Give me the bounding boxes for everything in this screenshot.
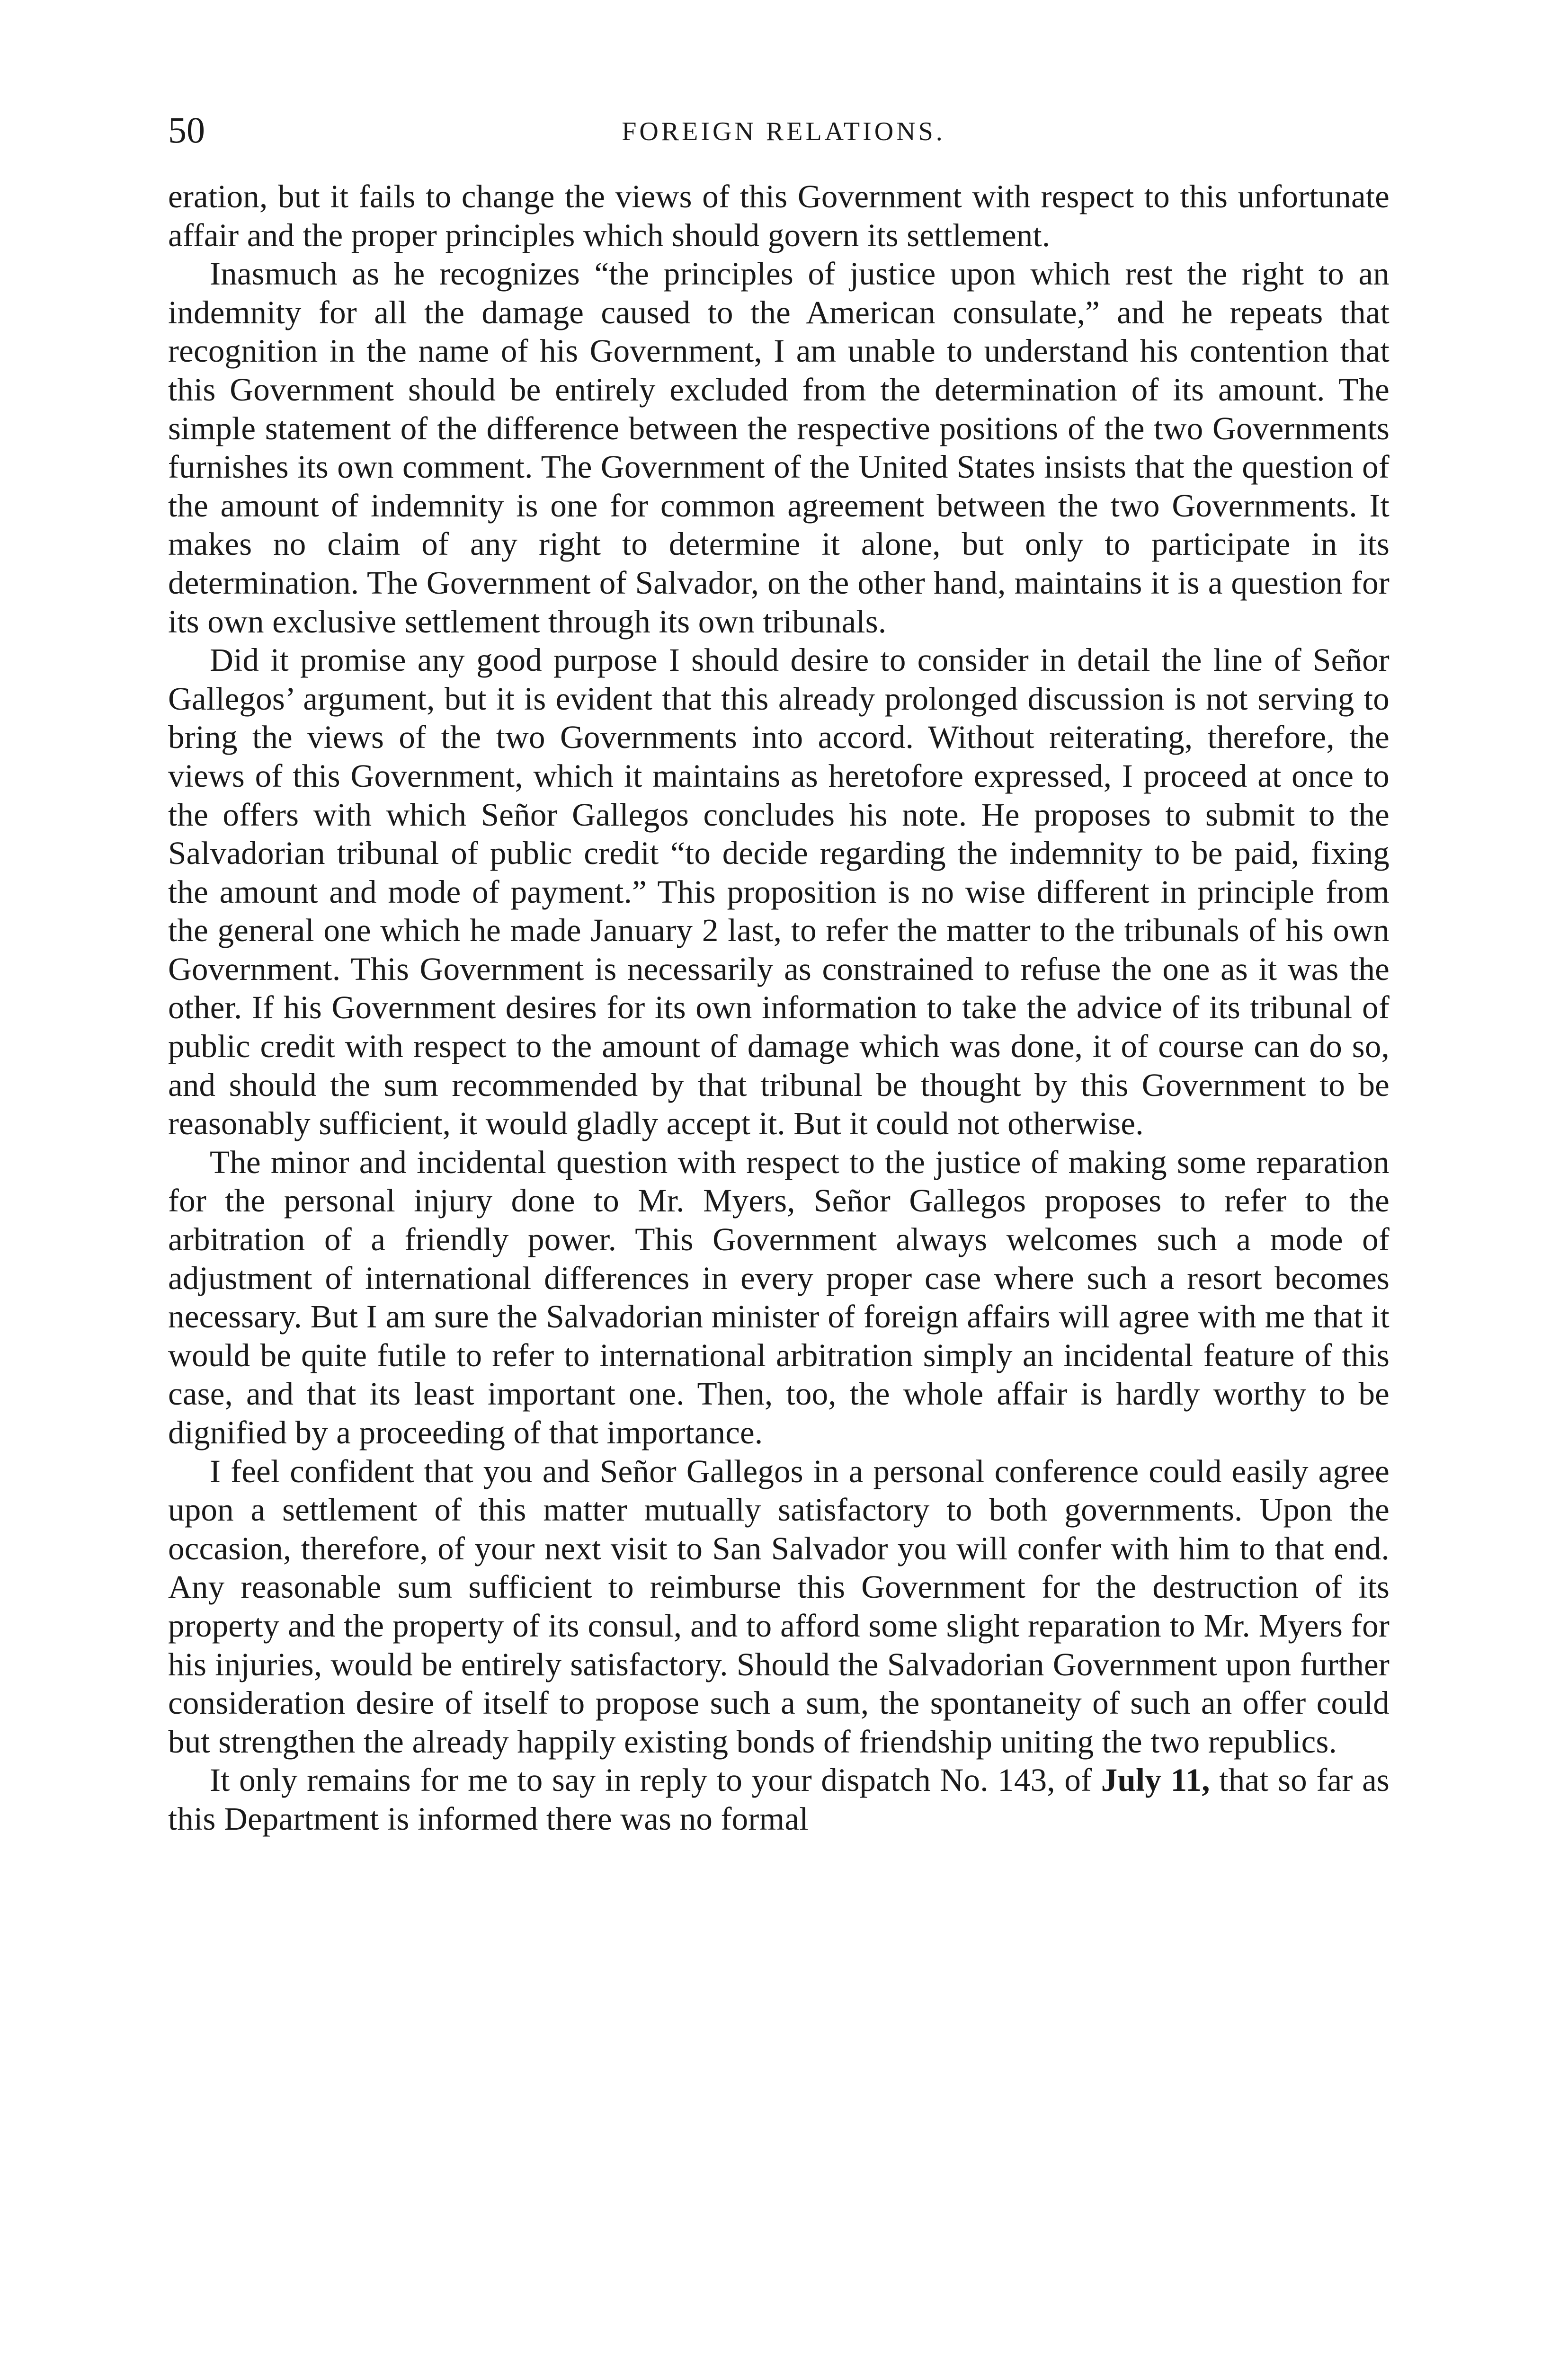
paragraph-indemnity-principles: Inasmuch as he recognizes “the principles of justice upon which rest the right to an indemnity for all the damage caused to the American consulate,” and he repeats that recognition in the name of his Government, I am unable to understand his contention that this Government should be entirely excluded from the determination of its amount. The simple statement of the difference between the respective positions of the two Governments furnishes its own comment. The Government of the United States insists that the question of the amount of indemnity is one for common agreement between the two Governments. It makes no claim of any right to determine it alone, but only to participate in its determination. The Government of Salvador, on the other hand, maintains it is a question for its own exclusive settlement through its own tribunals. [168,256,1390,640]
body-text [168,178,1390,1839]
page-header [168,107,1399,159]
paragraph-personal-conference: I feel confident that you and Señor Gallegos in a personal conference could easily agree upon a settlement of this matter mutually satisfactory to both governments. Upon the occasion, therefore, of your next visit to San Salvador you will confer with him to that end. Any reasonable sum sufficient to reimburse this Government for the destruction of its property and the property of its consul, and to afford some slight reparation to Mr. Myers for his injuries, would be entirely satisfactory. Should the Salvadorian Government upon further consideration desire of itself to propose such a sum, the spontaneity of such an offer could but strengthen the already happily existing bonds of friendship uniting the two republics. [168,1453,1390,1760]
dispatch-date: July 11, [1101,1762,1210,1798]
dispatch-reply-text-end: that so far as this Department is informed there was no formal [168,1762,1390,1837]
page-number: 50 [168,109,205,151]
paragraph-dispatch-reply [168,1761,1390,1838]
paragraph-arbitration-question: The minor and incidental question with respect to the justice of making some reparation for the personal injury done to Mr. Myers, Señor Gallegos proposes to refer to the arbitration of a friendly power. This Government always welcomes such a mode of adjustment of international differences in every proper case where such a resort becomes necessary. But I am sure the Salvadorian minister of foreign affairs will agree with me that it would be quite futile to refer to international arbitration simply an incidental feature of this case, and that its least important one. Then, too, the whole affair is hardly worthy to be dignified by a proceeding of that importance. [168,1144,1390,1450]
paragraph-continuation: eration, but it fails to change the views of this Government with respect to this unfortunate affair and the proper principles which should govern its settlement. [168,178,1390,253]
running-title: FOREIGN RELATIONS. [622,117,945,146]
paragraph-tribunal-offer: Did it promise any good purpose I should desire to consider in detail the line of Señor Gallegos’ argument, but it is evident that this already prolonged discussion is not serving to bring the views of the two Governments into accord. Without reiterating, therefore, the views of this Government, which it maintains as heretofore expressed, I proceed at once to the offers with which Señor Gallegos concludes his note. He proposes to submit to the Salvadorian tribunal of public credit “to decide regarding the indemnity to be paid, fixing the amount and mode of payment.” This proposition is no wise different in principle from the general one which he made January 2 last, to refer the matter to the tribunals of his own Government. This Government is necessarily as constrained to refuse the one as it was the other. If his Government desires for its own information to take the advice of its tribunal of public credit with respect to the amount of damage which was done, it of course can do so, and should the sum recommended by that tribunal be thought by this Government to be reasonably sufficient, it would gladly accept it. But it could not otherwise. [168,642,1390,1142]
dispatch-reply-text-start: It only remains for me to say in reply to your dispatch No. 143, of [210,1762,1101,1798]
